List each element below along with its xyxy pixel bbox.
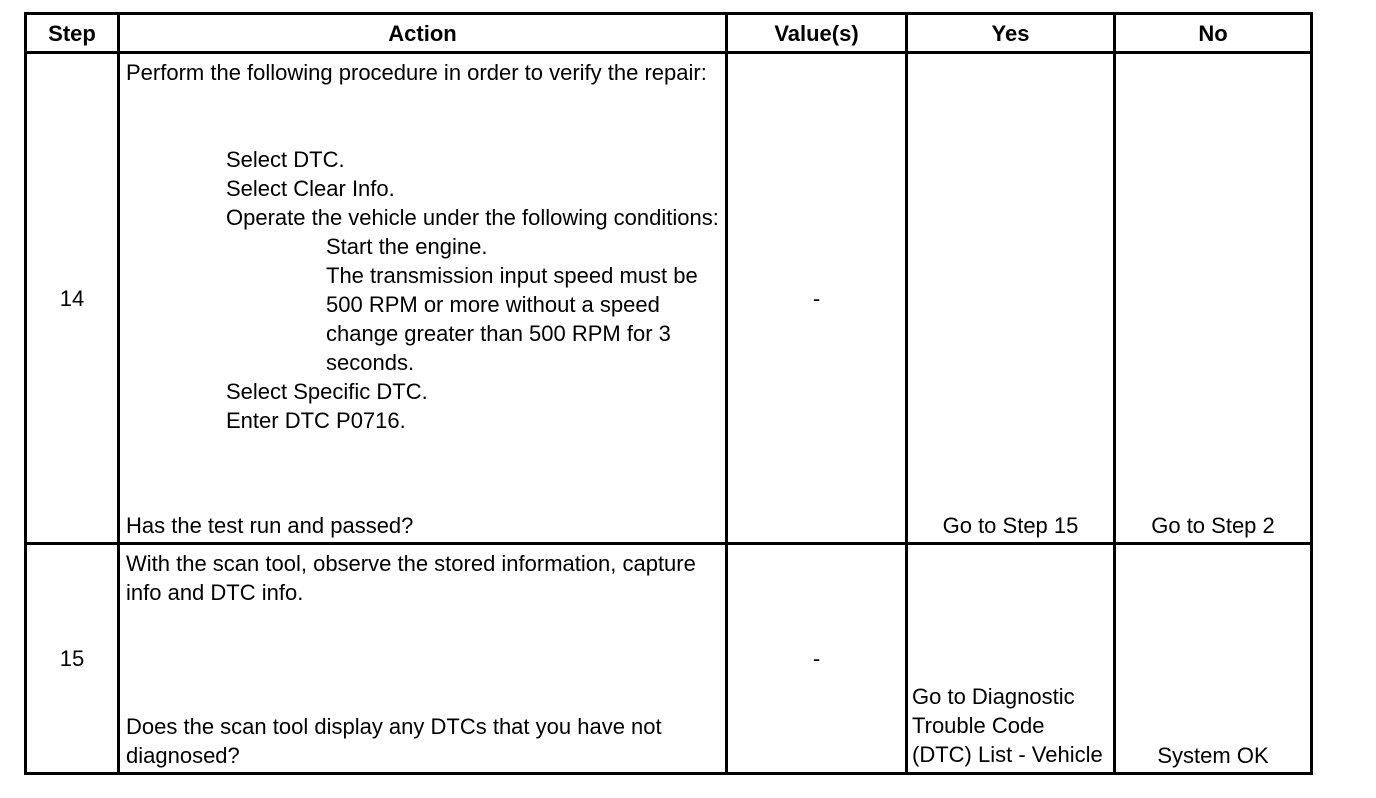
table-row-step-15 [26,544,1312,774]
no-cell [1115,544,1312,774]
action-cell [119,53,727,544]
procedure-list [126,145,719,435]
header-step: Step [26,14,119,53]
procedure-item: Enter DTC P0716. [226,408,406,433]
procedure-subitem: Start the engine. [326,234,488,259]
procedure-item: Select Specific DTC. [226,379,428,404]
header-action: Action [119,14,727,53]
value-cell: - [727,53,907,544]
header-row [26,14,1312,53]
header-value: Value(s) [727,14,907,53]
yes-cell [907,53,1115,544]
procedure-item: Operate the vehicle under the following conditions: [226,205,719,230]
yes-cell [907,544,1115,774]
yes-text: Go to Diagnostic Trouble Code (DTC) List - Vehicle [912,684,1103,767]
procedure-item: Select DTC. [226,147,345,172]
table-row-step-14 [26,53,1312,544]
header-yes: Yes [907,14,1115,53]
no-text: System OK [1157,743,1269,768]
procedure-subitem: The transmission input speed must be 500 RPM or more without a speed change greater than 500 RPM for 3 seconds. [326,263,698,375]
value-cell: - [727,544,907,774]
step-number: 15 [26,544,119,774]
action-intro: With the scan tool, observe the stored information, capture info and DTC info. [126,551,696,605]
no-text: Go to Step 2 [1151,513,1275,538]
action-question: Does the scan tool display any DTCs that you have not diagnosed? [126,714,662,768]
action-intro: Perform the following procedure in order to verify the repair: [126,60,707,85]
header-no: No [1115,14,1312,53]
action-cell [119,544,727,774]
action-question: Has the test run and passed? [126,513,414,538]
no-cell [1115,53,1312,544]
procedure-item: Select Clear Info. [226,176,395,201]
step-number: 14 [26,53,119,544]
diagnostic-table [24,12,1313,775]
yes-text: Go to Step 15 [942,513,1079,538]
